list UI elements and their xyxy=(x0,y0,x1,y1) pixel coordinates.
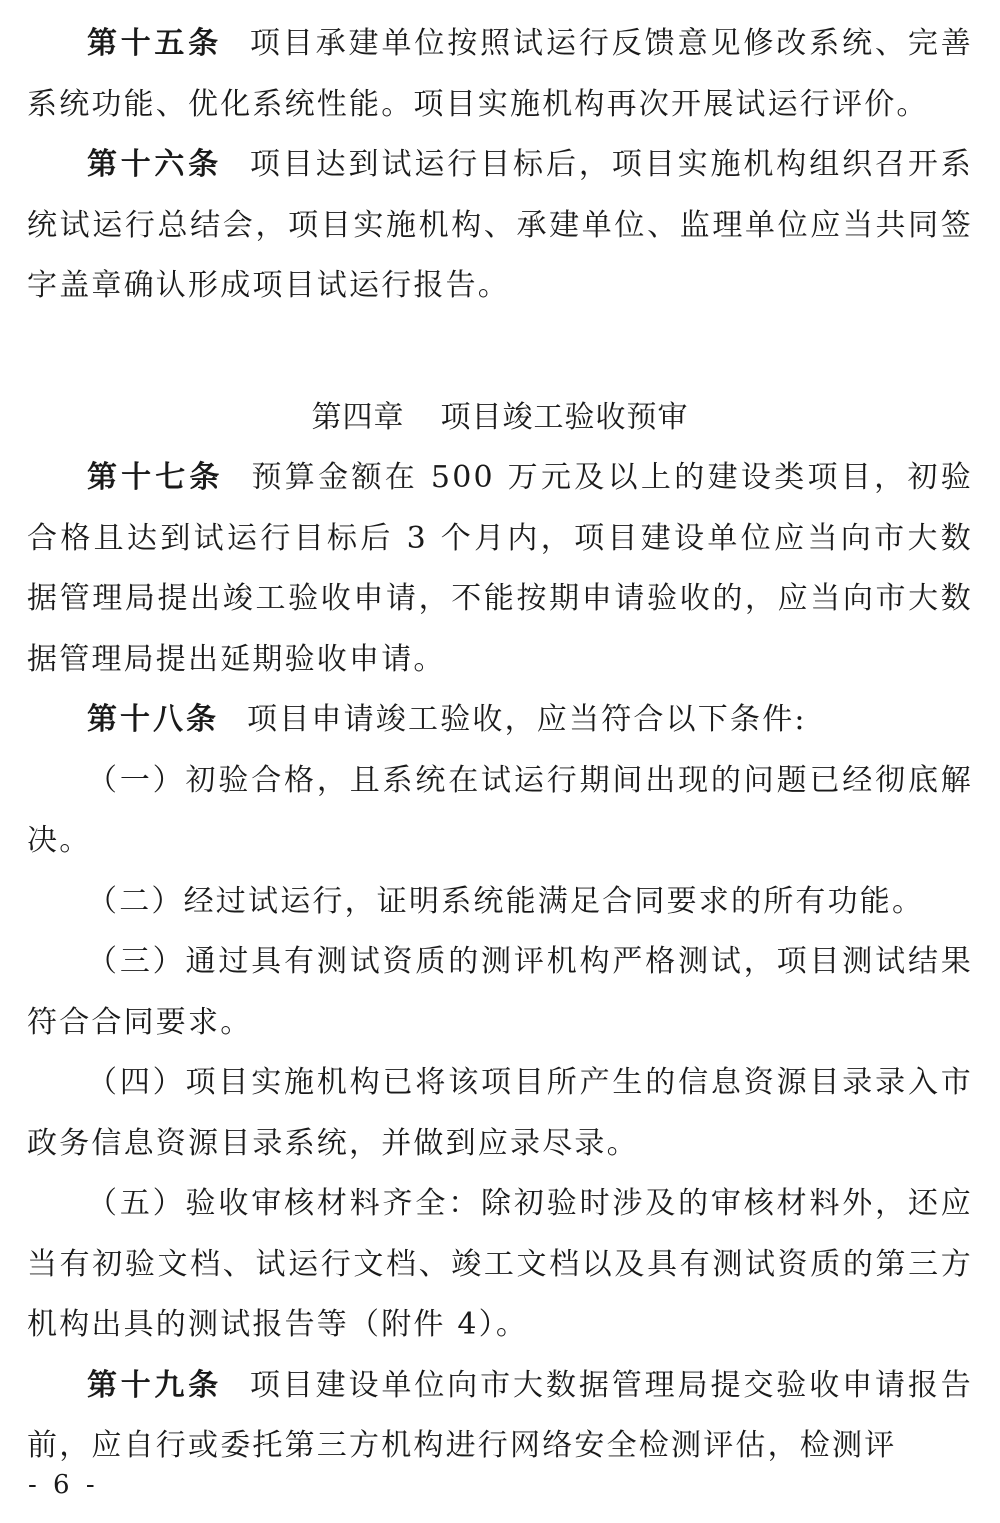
article-heading: 第十六条 xyxy=(87,147,222,182)
article-text: 项目建设单位向市大数据管理局提交验收申请报告前，应自行或委托第三方机构进行网络安全检测评估，检测评 xyxy=(27,1367,974,1463)
article-17 xyxy=(27,448,973,690)
article-heading: 第十五条 xyxy=(87,26,222,61)
article-text: 预算金额在 500 万元及以上的建设类项目，初验合格且达到试运行目标后 3 个月内，项目建设单位应当向市大数据管理局提出竣工验收申请，不能按期申请验收的，应当向市大数据管理局提出延期验收申请。 xyxy=(27,460,973,677)
article-15 xyxy=(27,14,973,135)
chapter-number: 第四章 xyxy=(311,399,405,435)
chapter-heading xyxy=(27,388,973,449)
condition-item: （三）通过具有测试资质的测评机构严格测试，项目测试结果符合合同要求。 xyxy=(27,944,973,1040)
condition-item: （五）验收审核材料齐全：除初验时涉及的审核材料外，还应当有初验文档、试运行文档、竣工文档以及具有测试资质的第三方机构出具的测试报告等（附件 4）。 xyxy=(27,1186,973,1342)
article-19 xyxy=(27,1356,973,1477)
article-heading: 第十七条 xyxy=(87,460,224,495)
article-16 xyxy=(27,135,973,317)
condition-item: （一）初验合格，且系统在试运行期间出现的问题已经彻底解决。 xyxy=(27,762,973,858)
article-18 xyxy=(27,690,973,751)
article-text: 项目达到试运行目标后，项目实施机构组织召开系统试运行总结会，项目实施机构、承建单位、监理单位应当共同签字盖章确认形成项目试运行报告。 xyxy=(27,147,974,303)
article-heading: 第十八条 xyxy=(87,702,219,737)
article-text: 项目承建单位按照试运行反馈意见修改系统、完善系统功能、优化系统性能。项目实施机构再次开展试运行评价。 xyxy=(27,26,974,122)
chapter-title: 项目竣工验收预审 xyxy=(440,399,689,435)
article-heading: 第十九条 xyxy=(87,1367,222,1403)
page-number: - 6 - xyxy=(28,1470,99,1500)
document-page xyxy=(27,14,973,1477)
article-text: 项目申请竣工验收，应当符合以下条件: xyxy=(247,702,807,737)
condition-item: （二）经过试运行，证明系统能满足合同要求的所有功能。 xyxy=(87,883,925,919)
condition-item: （四）项目实施机构已将该项目所产生的信息资源目录录入市政务信息资源目录系统，并做到应录尽录。 xyxy=(27,1065,973,1161)
